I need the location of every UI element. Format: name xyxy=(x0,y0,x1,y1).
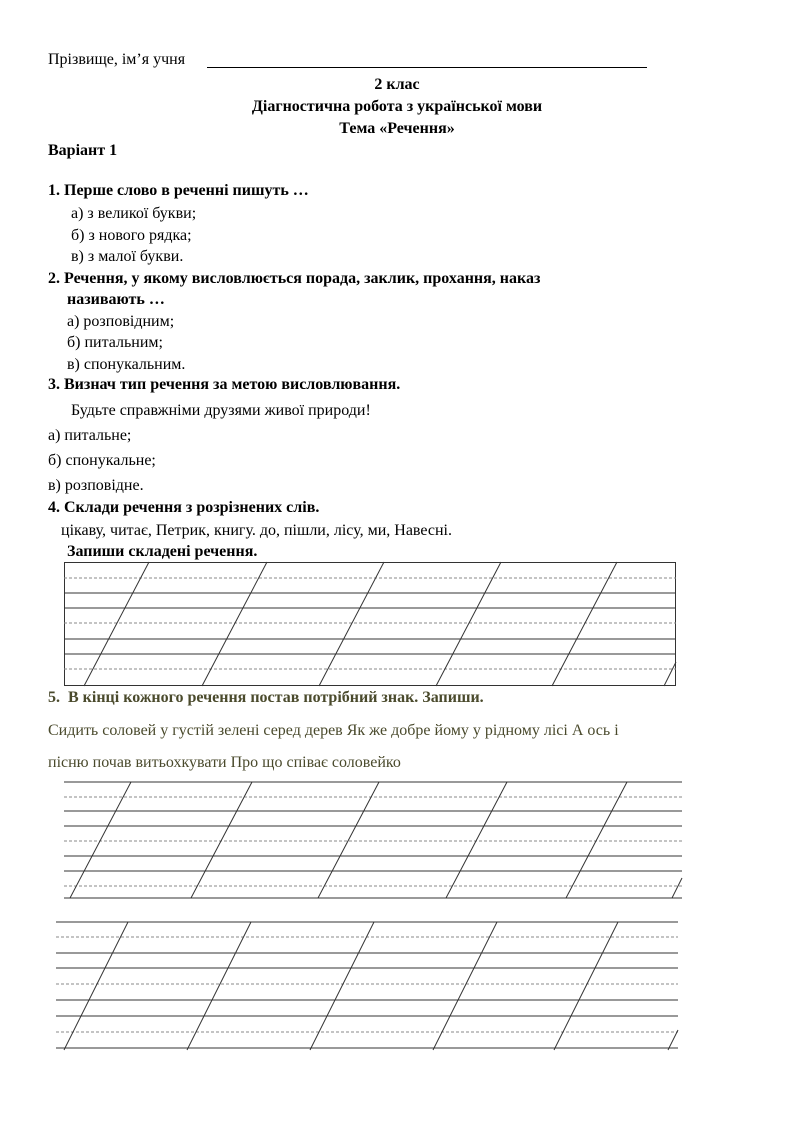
q3-option-a[interactable]: а) питальне; xyxy=(48,427,132,444)
question-2-line-2: називають … xyxy=(67,291,165,308)
question-3: 3. Визнач тип речення за метою висловлювання. xyxy=(48,376,401,393)
question-5 xyxy=(48,690,484,706)
q3-option-c[interactable]: в) розповідне. xyxy=(48,477,144,494)
student-name-line[interactable] xyxy=(207,67,647,68)
writing-grid-q5-1[interactable] xyxy=(64,780,684,900)
student-name-label: Прізвище, ім’я учня xyxy=(48,51,186,68)
question-2-line-1: 2. Речення, у якому висловлюється порада, заклик, прохання, наказ xyxy=(48,270,541,287)
q1-option-a[interactable]: а) з великої букви; xyxy=(71,205,197,222)
q5-text-line-1: Сидить соловей у густій зелені серед дерев Як же добре йому у рідному лісі А ось і xyxy=(48,722,619,739)
q4-scrambled-words: цікаву, читає, Петрик, книгу. до, пішли, лісу, ми, Навесні. xyxy=(61,522,452,539)
grade-heading: 2 клас xyxy=(374,76,420,93)
page-title: Діагностична робота з української мови xyxy=(251,98,543,115)
q4-instruction: Запиши складені речення. xyxy=(67,543,258,560)
topic-heading: Тема «Речення» xyxy=(339,120,455,137)
question-1: 1. Перше слово в реченні пишуть … xyxy=(48,182,309,199)
writing-grid-q5-2[interactable] xyxy=(56,920,682,1052)
q1-option-c[interactable]: в) з малої букви. xyxy=(71,248,184,265)
question-4: 4. Склади речення з розрізнених слів. xyxy=(48,499,320,516)
q1-option-b[interactable]: б) з нового рядка; xyxy=(71,227,192,244)
q5-text-line-2: пісню почав витьохкувати Про що співає соловейко xyxy=(48,754,401,771)
q2-option-c[interactable]: в) спонукальним. xyxy=(67,356,186,373)
q2-option-b[interactable]: б) питальним; xyxy=(67,334,163,351)
question-5-text: В кінці кожного речення постав потрібний знак. Запиши. xyxy=(68,689,484,706)
question-5-number: 5. xyxy=(48,689,60,706)
q2-option-a[interactable]: а) розповідним; xyxy=(67,313,175,330)
writing-grid-q4[interactable] xyxy=(64,562,676,686)
variant-heading: Варіант 1 xyxy=(48,142,118,159)
q3-sentence: Будьте справжніми друзями живої природи! xyxy=(71,402,371,419)
q3-option-b[interactable]: б) спонукальне; xyxy=(48,452,156,469)
